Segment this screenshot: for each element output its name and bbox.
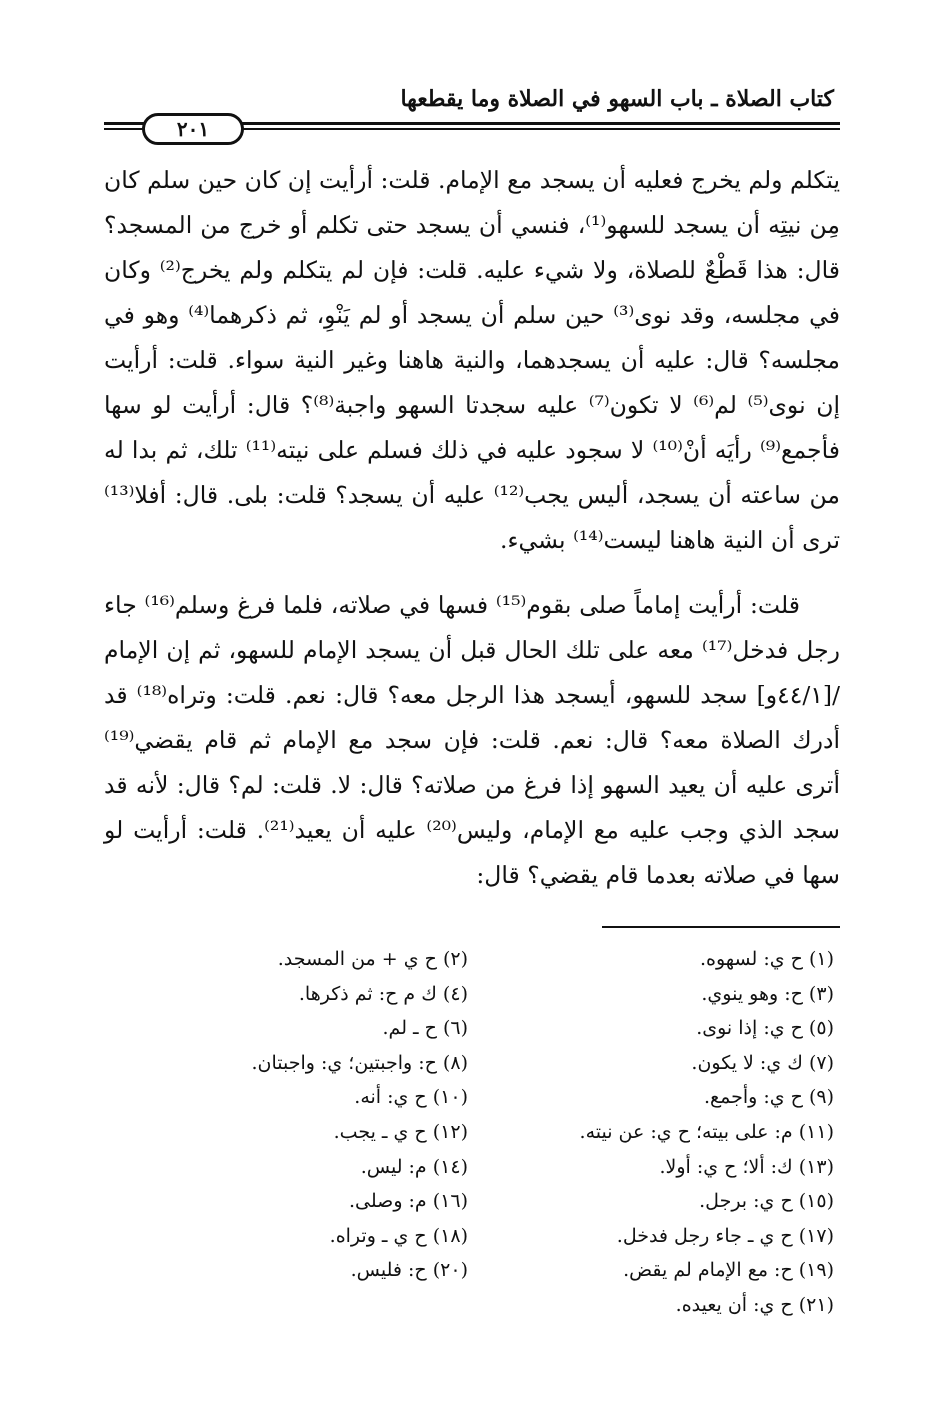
footnote-17: (١٧) ح ي ـ جاء رجل فدخل. <box>616 1224 834 1247</box>
footnote-9: (٩) ح ي: وأجمع. <box>703 1086 834 1109</box>
footnote-13: (١٣) ك: ألا؛ ح ي: أولا. <box>659 1155 834 1178</box>
paragraph-1: يتكلم ولم يخرج فعليه أن يسجد مع الإمام. قلت: أرأيت إن كان حين سلم كان مِن نيتِه أن يسجد للسهو⁽¹⁾، فنسي أن يسجد حتى تكلم أو خرج من المسجد؟ قال: هذا قَطْعٌ للصلاة، ولا شيء عليه. قلت: فإن لم يتكلم ولم يخرج⁽²⁾ وكان في مجلسه، وقد نوى⁽³⁾ حين سلم أن يسجد أو لم يَنْوِ، ثم ذكرهما⁽⁴⁾ وهو في مجلسه؟ قال: عليه أن يسجدهما، والنية هاهنا وغير النية سواء. قلت: أرأيت إن نوى⁽⁵⁾ لم⁽⁶⁾ لا تكون⁽⁷⁾ عليه سجدتا السهو واجبة⁽⁸⁾؟ قال: أرأيت لو سها فأجمع⁽⁹⁾ رأيَه أنْ⁽¹⁰⁾ لا سجود عليه في ذلك فسلم على نيته⁽¹¹⁾ تلك، ثم بدا له من ساعته أن يسجد، أليس يجب⁽¹²⁾ عليه أن يسجد؟ قلت: بلى. قال: أفلا⁽¹³⁾ ترى أن النية هاهنا ليست⁽¹⁴⁾ بشيء. <box>104 166 840 554</box>
footnote-2: (٢) ح ي + من المسجد. <box>277 948 468 970</box>
footnote-7: (٧) ك ي: لا يكون. <box>691 1051 834 1074</box>
page-number: ٢٠١ <box>142 113 244 145</box>
footnote-6: (٦) ح ـ لم. <box>382 1017 468 1040</box>
footnote-11: (١١) م: على بيته؛ ح ي: عن نيته. <box>579 1120 834 1143</box>
footnote-10: (١٠) ح ي: أنه. <box>354 1086 468 1109</box>
footnotes-right-column <box>474 942 834 1323</box>
header-rule <box>104 112 840 142</box>
footnote-1: (١) ح ي: لسهوه. <box>699 948 834 970</box>
footnote-4: (٤) ك م ح: ثم ذكرها. <box>298 982 468 1005</box>
footnote-15: (١٥) ح ي: برجل. <box>699 1190 834 1213</box>
footnote-5: (٥) ح ي: إذا نوى. <box>696 1017 834 1040</box>
footnote-18: (١٨) ح ي ـ وتراه. <box>329 1224 468 1247</box>
footnotes-left-column <box>108 942 468 1288</box>
footnote-3: (٣) ح: وهو ينوي. <box>701 982 834 1005</box>
footnote-21: (٢١) ح ي: أن يعيده. <box>675 1293 834 1316</box>
footnote-separator <box>602 926 840 928</box>
footnote-14: (١٤) م: ليس. <box>360 1155 468 1178</box>
footnote-16: (١٦) م: وصلى. <box>349 1190 468 1213</box>
paragraph-2: قلت: أرأيت إماماً صلى بقوم⁽¹⁵⁾ فسها في صلاته، فلما فرغ وسلم⁽¹⁶⁾ جاء رجل فدخل⁽¹⁷⁾ معه على تلك الحال قبل أن يسجد الإمام للسهو، ثم إن الإمام /[٤٤/١و] سجد للسهو، أيسجد هذا الرجل معه؟ قال: نعم. قلت: وتراه⁽¹⁸⁾ قد أدرك الصلاة معه؟ قال: نعم. قلت: فإن سجد مع الإمام ثم قام يقضي⁽¹⁹⁾ أترى عليه أن يعيد السهو إذا فرغ من صلاته؟ قال: لا. قلت: لم؟ قال: لأنه قد سجد الذي وجب عليه مع الإمام، وليس⁽²⁰⁾ عليه أن يعيد⁽²¹⁾. قلت: أرأيت لو سها في صلاته بعدما قام يقضي؟ قال: <box>104 591 840 889</box>
main-text <box>104 158 840 898</box>
running-title: كتاب الصلاة ـ باب السهو في الصلاة وما يقطعها <box>400 86 834 112</box>
footnote-8: (٨) ح: واجبتين؛ ي: واجبتان. <box>251 1051 468 1074</box>
footnote-20: (٢٠) ح: فليس. <box>350 1259 468 1282</box>
footnote-12: (١٢) ح ي ـ يجب. <box>333 1120 468 1143</box>
footnote-19: (١٩) ح: مع الإمام لم يقض. <box>623 1259 834 1282</box>
